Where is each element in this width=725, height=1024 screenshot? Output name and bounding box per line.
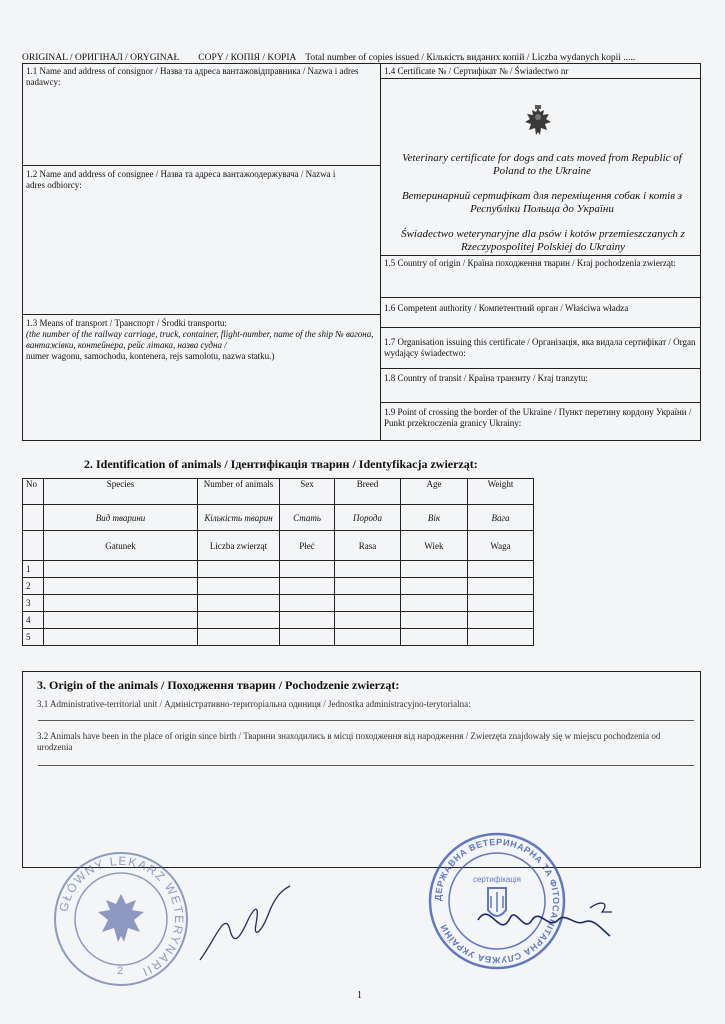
col-no-header: No [23,479,44,505]
eagle-emblem-icon [523,104,553,140]
border-crossing-field[interactable]: 1.9 Point of crossing the border of the Ukraine / Пункт перетину кордону України / Punkt przekroczenia granicy Ukrainy: [384,407,692,428]
admin-unit-line[interactable] [38,720,694,721]
title-polish: Świadectwo weterynaryjne dla psów i kotów przemieszczanych z Rzeczypospolitej Polskiej do Ukrainy [401,228,685,253]
col-age-header: Age [401,479,468,505]
col-breed-header: Breed [335,479,401,505]
right-stamp-center: сертифікація [472,875,522,884]
row-number: 2 [23,578,44,595]
organisation-field[interactable]: 1.7 Organisation issuing this certificate / Організація, яка видала сертифікат / Organ wydający świadectwo: [384,337,696,358]
col-species-uk: Вид тварини [44,505,198,531]
row-number: 1 [23,561,44,578]
col-sex-uk: Стать [280,505,335,531]
copy-label: COPY / КОПІЯ / KOPIA [198,53,296,63]
col-number-pl: Liczba zwierząt [198,531,280,561]
section2-title: 2. Identification of animals / Ідентифікація тварин / Identyfikacja zwierząt: [84,457,478,471]
origin-since-birth-line[interactable] [38,765,694,766]
left-official-stamp [52,850,190,988]
title-english: Veterinary certificate for dogs and cats moved from Republic of Poland to the Ukraine [402,152,682,177]
col-weight-pl: Waga [468,531,534,561]
row-number: 3 [23,595,44,612]
competent-authority-field[interactable]: 1.6 Competent authority / Компетентний орган / Właściwa władza [384,303,629,313]
col-weight-uk: Вага [468,505,534,531]
original-label: ORIGINAL / ОРИГІНАЛ / ORYGINAŁ [22,53,180,63]
animals-table [22,478,534,646]
left-stamp-number: 2 [117,965,124,977]
total-copies-label: Total number of copies issued / Кількість виданих копій / Liczba wydanych kopii ..... [305,53,636,63]
section3-title: 3. Origin of the animals / Походження тварин / Pochodzenie zwierząt: [37,678,400,692]
transport-note-pl: numer wagonu, samochodu, kontenera, rejs samolotu, nazwa statku.) [26,351,275,361]
row-number: 5 [23,629,44,646]
col-sex-header: Sex [280,479,335,505]
copy-header [22,53,635,63]
certificate-number-field[interactable]: 1.4 Certificate № / Сертифікат № / Świadectwo nr [384,66,569,76]
table-row [23,612,534,629]
table-row [23,629,534,646]
transport-note: (the number of the railway carriage, truck, container, flight-number, name of the ship № вагона, вантажівки, контейнера, рейс літака, назва судна / [26,329,374,350]
col-breed-uk: Порода [335,505,401,531]
origin-since-birth-label: 3.2 Animals have been in the place of origin since birth / Тварини знаходились в місці походження від народження / Zwierzęta znajdowały się w miejscu pochodzenia od urodzenia [37,731,661,752]
left-stamp-text: GŁÓWNY LEKARZ WETERYNARII [56,853,187,980]
col-breed-pl: Rasa [335,531,401,561]
col-sex-pl: Płeć [280,531,335,561]
transit-field[interactable]: 1.8 Country of transit / Країна транзиту / Kraj tranzytu: [384,373,588,383]
signature-right [470,890,620,950]
col-weight-header: Weight [468,479,534,505]
row-number: 4 [23,612,44,629]
transport-label: 1.3 Means of transport / Транспорт / Środki transportu: [26,318,227,328]
title-ukrainian: Ветеринарний сертифікат для переміщення собак і котів з Республіки Польща до України [401,190,683,215]
consignor-field[interactable]: 1.1 Name and address of consignor / Назва та адреса вантажовідправника / Nazwa i adres nadawcy: [26,66,359,87]
col-number-uk: Кількість тварин [198,505,280,531]
col-age-uk: Вік [401,505,468,531]
page-number: 1 [357,990,362,1001]
col-species-header: Species [44,479,198,505]
right-stamp-text: ДЕРЖАВНА ВЕТЕРИНАРНА ТА ФІТОСАНІТАРНА СЛУЖБА УКРАЇНИ [432,836,562,966]
country-origin-field[interactable]: 1.5 Country of origin / Країна походження тварин / Kraj pochodzenia zwierząt: [384,258,676,268]
table-row [23,561,534,578]
col-species-pl: Gatunek [44,531,198,561]
signature-left [190,880,300,970]
col-age-pl: Wiek [401,531,468,561]
consignee-field[interactable]: 1.2 Name and address of consignee / Назва та адреса вантажоодержувача / Nazwa i adres odbiorcy: [26,169,336,190]
transport-field[interactable] [23,316,379,364]
table-row [23,578,534,595]
table-row [23,595,534,612]
col-number-header: Number of animals [198,479,280,505]
admin-unit-label: 3.1 Administrative-territorial unit / Адміністративно-територіальна одиниця / Jednostka administracyjno-terytorialna: [37,699,471,709]
